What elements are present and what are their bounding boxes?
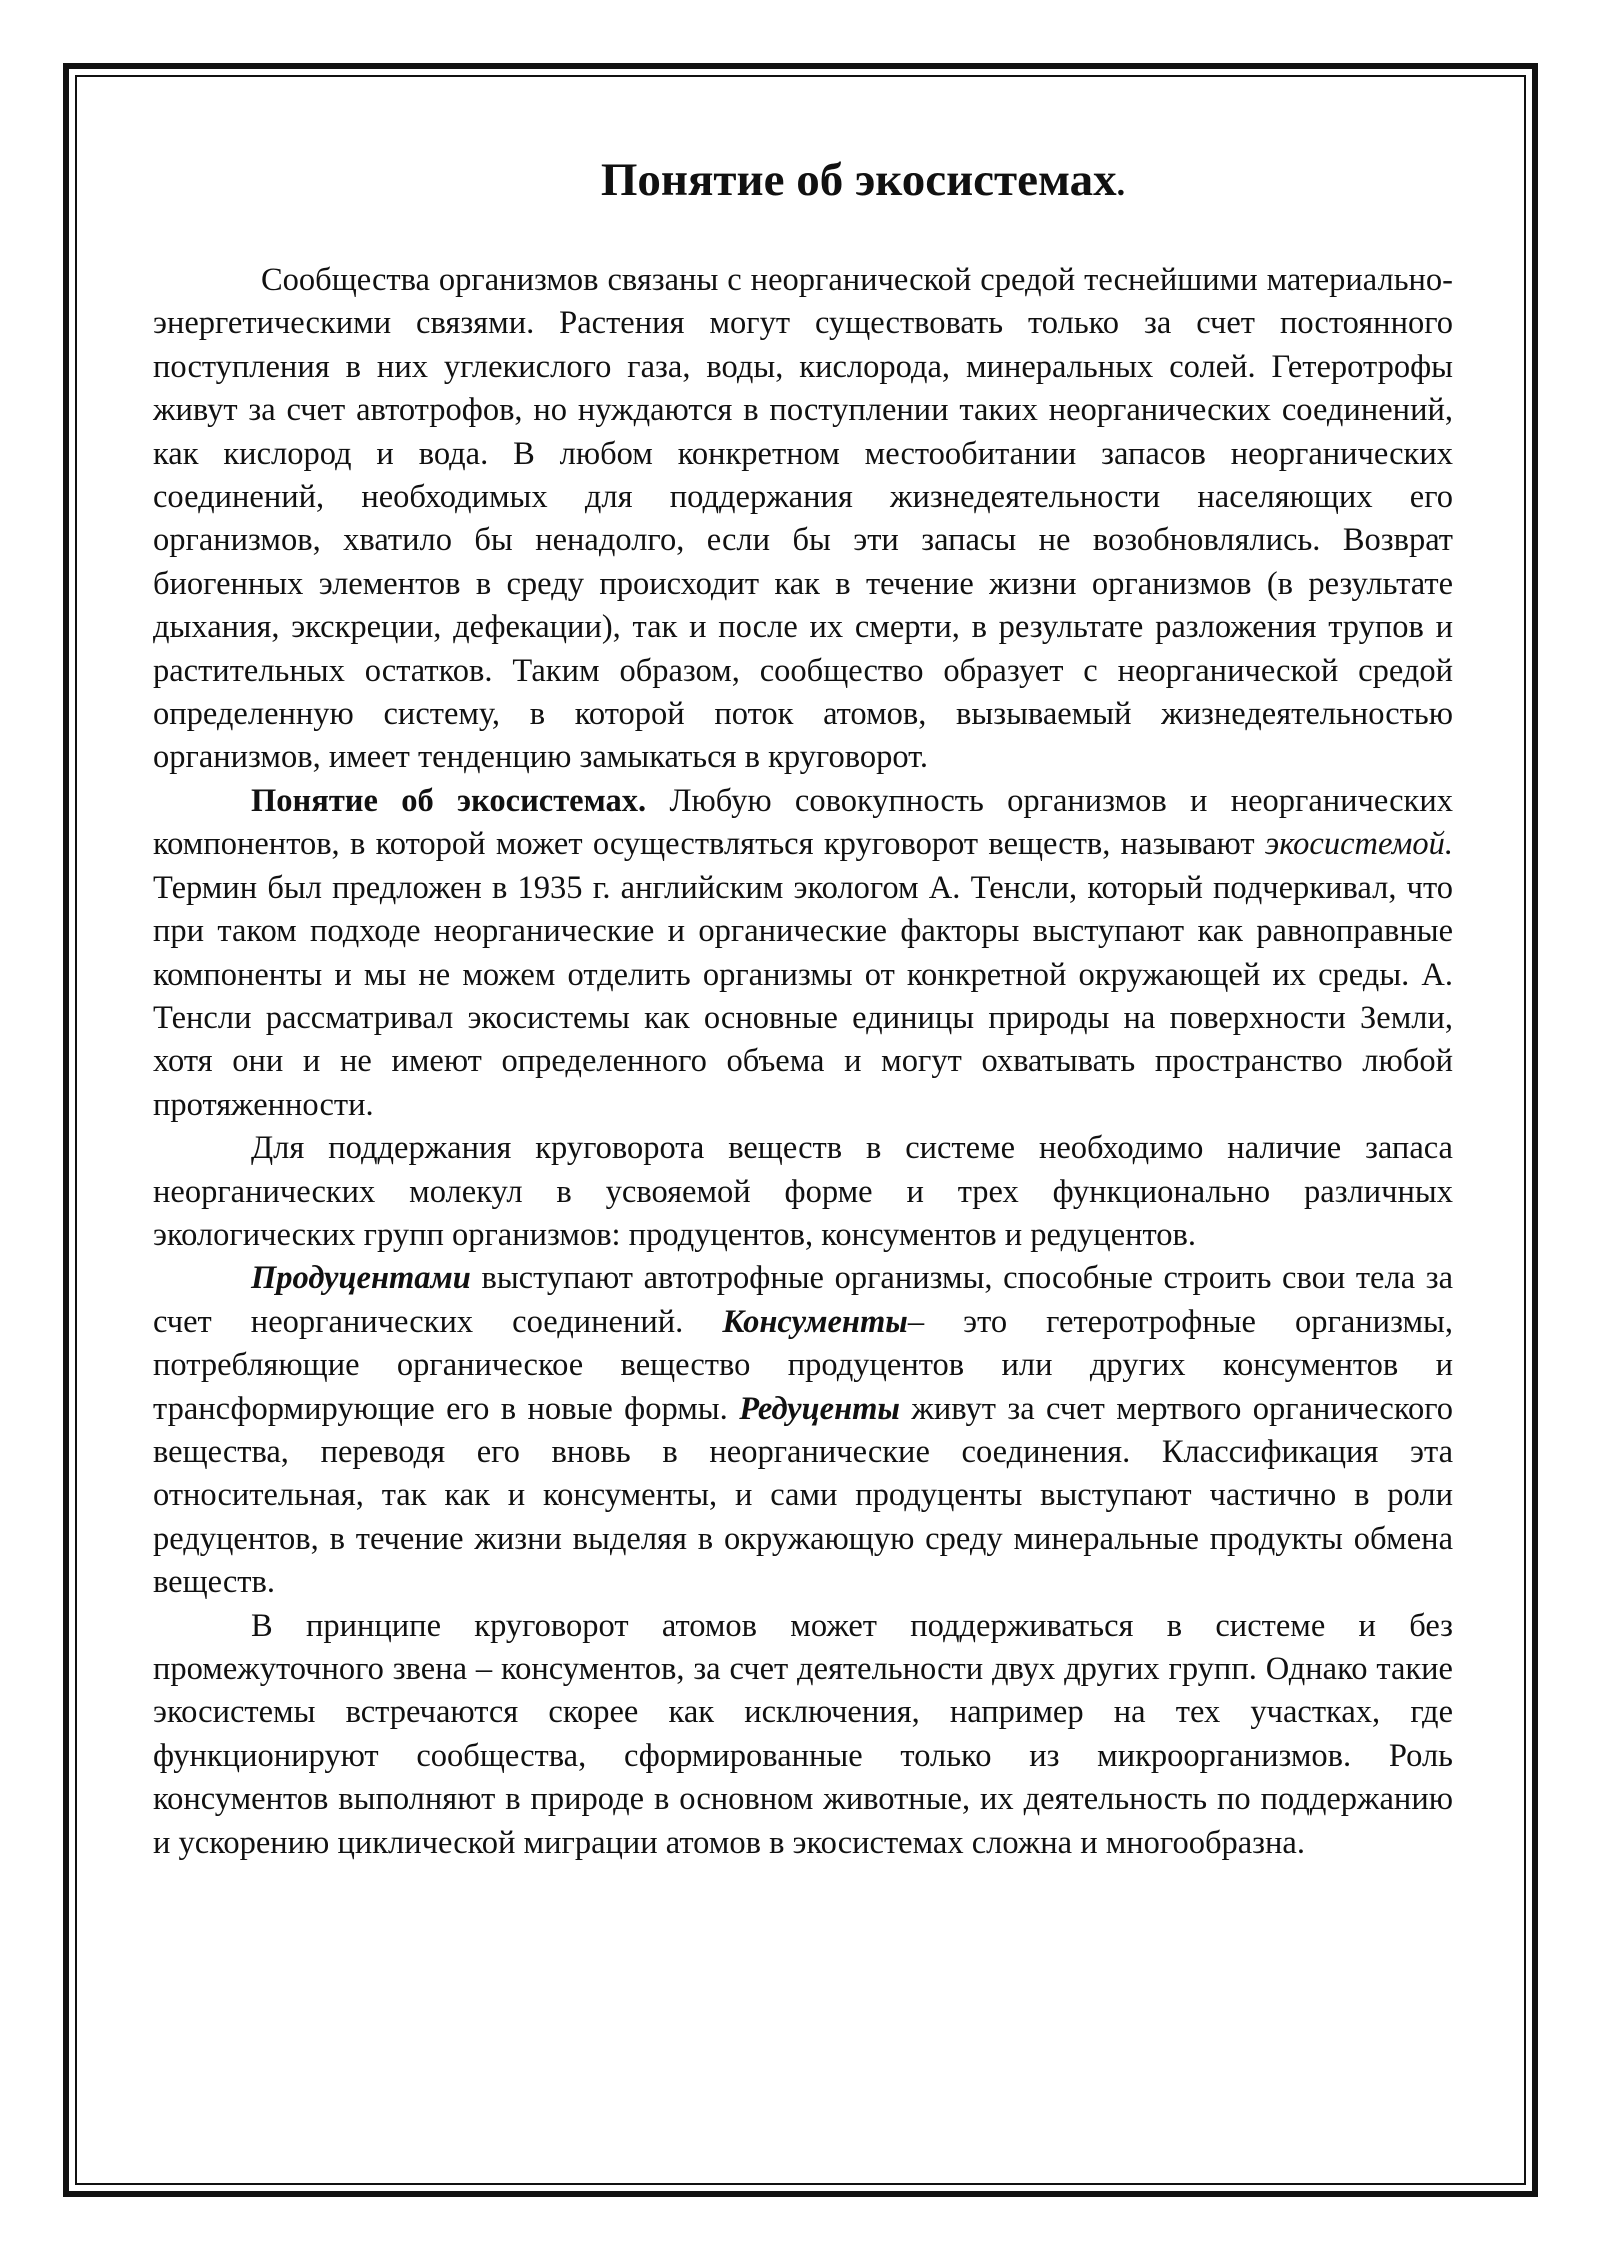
paragraph-2-heading: Понятие об экосистемах.	[251, 782, 647, 819]
paragraph-2-text-a: Любую совокупность организмов и неорганических компонентов, в которой может осуществляться круговорот веществ, называют	[153, 782, 1453, 863]
document-title-text: Понятие об экосистемах	[600, 154, 1117, 206]
term-decomposers: Редуценты	[739, 1390, 900, 1427]
paragraph-2	[153, 780, 1453, 1127]
paragraph-1: Сообщества организмов связаны с неорганической средой теснейшими материально-энергетическими связями. Растения могут существовать только за счет постоянного поступления в них углекислого газа, воды, кислорода, минеральных солей. Гетеротрофы живут за счет автотрофов, но нуждаются в поступлении таких неорганических соединений, как кислород и вода. В любом конкретном местообитании запасов неорганических соединений, необходимых для поддержания жизнедеятельности населяющих его организмов, хватило бы ненадолго, если бы эти запасы не возобновлялись. Возврат биогенных элементов в среду происходит как в течение жизни организмов (в результате дыхания, экскреции, дефекации), так и после их смерти, в результате разложения трупов и растительных остатков. Таким образом, сообщество образует с неорганической средой определенную систему, в которой поток атомов, вызываемый жизнедеятельностью организмов, имеет тенденцию замыкаться в круговорот.	[153, 262, 1453, 776]
paragraph-4-text-b: – это гетеротрофные организмы, потребляющие органическое вещество продуцентов или других консументов и трансформирующие его в новые формы.	[153, 1303, 1453, 1427]
paragraph-4-text-a: выступают автотрофные организмы, способные строить свои тела за счет неорганических соединений.	[153, 1260, 1453, 1340]
paragraph-4	[153, 1257, 1453, 1604]
term-producers: Продуцентами	[251, 1260, 471, 1297]
paragraph-4-text-c: живут за счет мертвого органического вещества, переводя его вновь в неорганические соединения. Классификация эта относительная, так как и консументы, и сами продуценты выступают частично в роли редуцентов, в течение жизни выделяя в окружающую среду минеральные продукты обмена веществ.	[153, 1390, 1453, 1601]
document-title-dot: .	[1116, 166, 1126, 203]
paragraph-3: Для поддержания круговорота веществ в системе необходимо наличие запаса неорганических молекул в усвояемой форме и трех функционально различных экологических групп организмов: продуцентов, консументов и редуцентов.	[153, 1130, 1453, 1253]
paragraph-2-text-b: Термин был предложен в 1935 г. английским экологом А. Тенсли, который подчеркивал, что при таком подходе неорганические и органические факторы выступают как равноправные компоненты и мы не можем отделить организмы от конкретной окружающей их среды. А. Тенсли рассматривал экосистемы как основные единицы природы на поверхности Земли, хотя они и не имеют определенного объема и могут охватывать пространство любой протяженности.	[153, 869, 1453, 1123]
document-body	[153, 150, 1453, 1865]
document-title	[153, 150, 1453, 215]
paragraph-5: В принципе круговорот атомов может поддерживаться в системе и без промежуточного звена – консументов, за счет деятельности двух других групп. Однако такие экосистемы встречаются скорее как исключения, например на тех участках, где функционируют сообщества, сформированные только из микроорганизмов. Роль консументов выполняют в природе в основном животные, их деятельность по поддержанию и ускорению циклической миграции атомов в экосистемах сложна и многообразна.	[153, 1607, 1453, 1861]
term-consumers: Консументы	[722, 1303, 908, 1340]
paragraph-2-term: экосистемой.	[1264, 826, 1453, 863]
